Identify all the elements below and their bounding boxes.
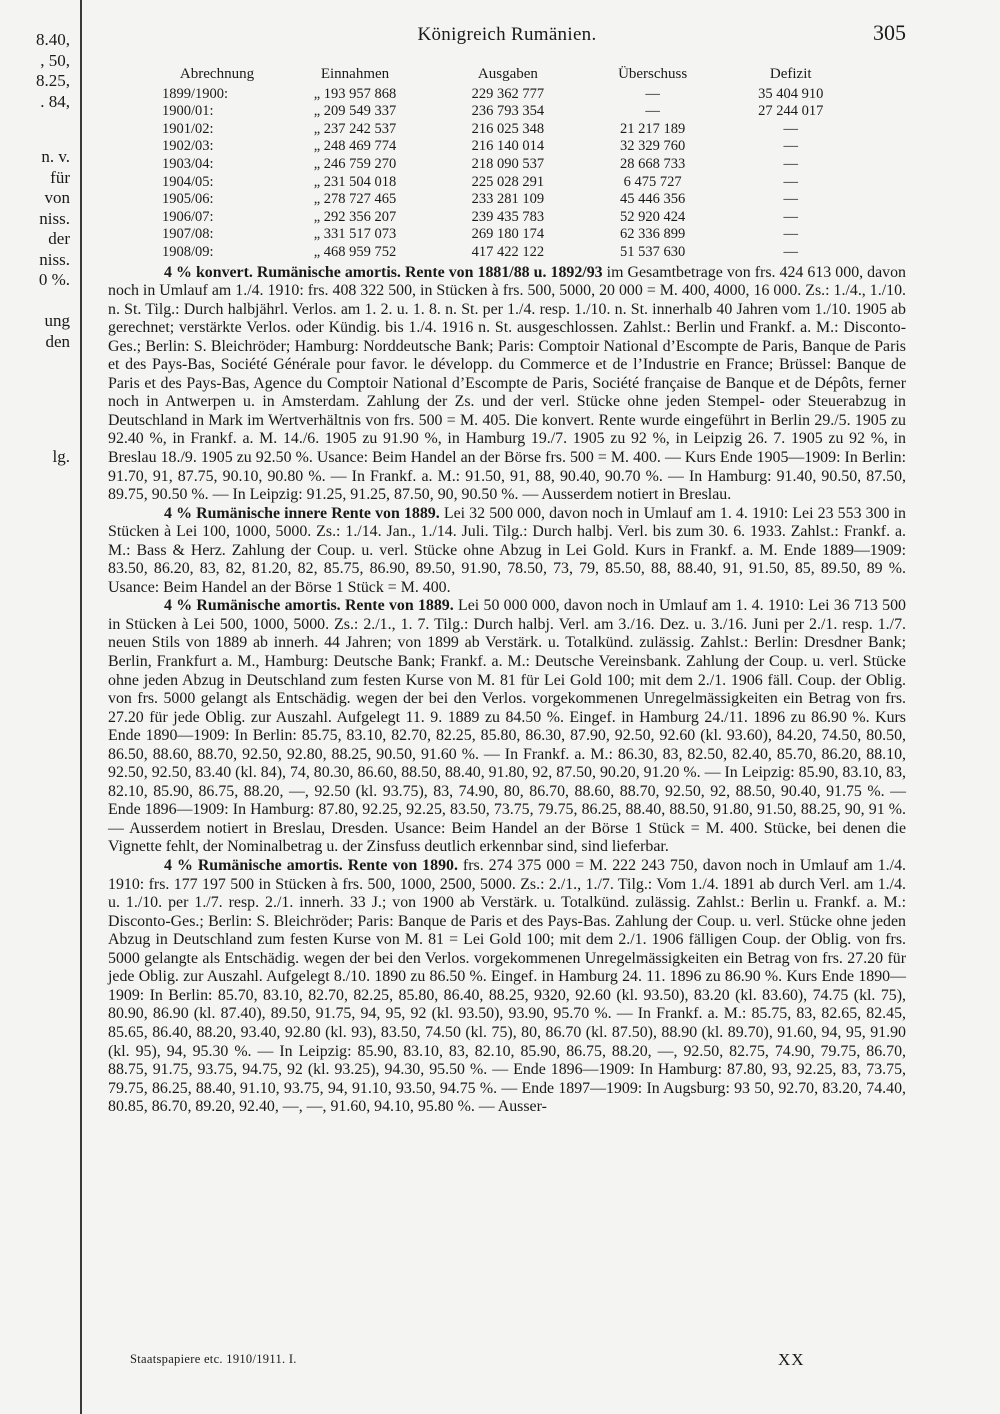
table-cell-surplus: 51 537 630 [620, 243, 686, 260]
column-header: Überschuss [618, 66, 688, 82]
table-cell-income: „ 248 469 774 [313, 138, 397, 155]
page-gutter-divider [80, 0, 82, 1414]
table-cell-surplus: 21 217 189 [620, 120, 686, 137]
table-cell-income: „ 292 356 207 [313, 208, 397, 225]
table-cell-income: „ 237 242 537 [313, 120, 397, 137]
margin-fragment-line: den [45, 331, 70, 351]
table-cell-year: 1903/04: [162, 155, 214, 172]
table-cell-deficit: — [783, 243, 798, 260]
page-number: 305 [873, 20, 906, 45]
page-content [108, 18, 906, 1117]
bond-entry-inner-1889 [108, 505, 906, 598]
margin-fragment-line: 0 %. [38, 270, 70, 289]
bond-heading: 4 % Rumänische amortis. Rente von 1889. [164, 597, 454, 615]
table-cell-income: „ 278 727 465 [313, 191, 397, 208]
table-cell-income: „ 468 959 752 [313, 243, 397, 260]
bond-description: Lei 32 500 000, davon noch in Umlauf am 1. 4. 1910: Lei 23 553 300 in Stücken à Lei 100, 1000, 5000. Zs.: 1./14. Jan., 1./14. Juli. Tilg.: Durch halbj. Verl. bis zum 30. 6. 1933. Zahlst.: Frankf. a. M.: Bass & Herz. Zahlung der Coup. u. verl. Stücke ohne Abzug in Lei Gold. Kurs in Frankf. a. M. Ende 1889—1909: 83.50, 86.20, 83, 82, 81.20, 82, 85.75, 86.90, 89.50, 91.90, 78.50, 73, 79, 85.50, 88, 88.40, 91, 91.50, 85, 89.50, 89 %. Usance: Beim Handel an der Börse 1 Stück = M. 400. [108, 504, 906, 596]
facing-page-margin [0, 30, 70, 468]
bond-entry-amortis-1889 [108, 597, 906, 857]
margin-fragment-line: der [48, 229, 70, 248]
table-cell-surplus: — [645, 85, 660, 102]
table-cell-expenses: 218 090 537 [471, 155, 545, 172]
budget-table [158, 66, 858, 262]
bond-description: im Gesamtbetrage von frs. 424 613 000, davon noch in Umlauf am 1./4. 1910: frs. 408 322 500, in Stücken à frs. 500, 5000, 20 000 = M. 400, 4000, 16 000. Zs.: 1./4., 1./10. n. St. Tilg.: Durch halbjährl. Verlos. am 1. 2. u. 1. 8. n. St. per 1./4. resp. 1./10. n. St. innerhalb 40 Jahren vom 1./10. 1905 ab gerechnet; verstärkte Verlos. oder Kündig. bis 1./4. 1916 n. St. ausgeschlossen. Zahlst.: Berlin und Frankf. a. M.: Disconto-Ges.; Berlin: S. Bleichröder; Hamburg: Norddeutsche Bank; Paris: Comptoir National d’Escompte de Paris, Banque de Paris et des Pays-Bas, Société Générale pour favor. le développ. du Commerce et de l’Industrie en France; Brüssel: Banque de Paris et des Pays-Bas, Agence du Comptoir National d’Escompte de Paris, Société française de Banque et de Dépôts, ferner noch in Antwerpen u. in Amsterdam. Zahlung der Zs. und der verl. Stücke ohne jeden Stempel- oder Steuerabzug in Deutschland in Mark im Wertverhältnis von frs. 500 = M. 405. Die konvert. Rente wurde eingeführt in Berlin 29./5. 1905 zu 92.40 %, in Frankf. a. M. 14./6. 1905 zu 91.90 %, in Hamburg 19./7. 1905 zu 92 %, in Leipzig 26. 7. 1905 zu 92 %, in Breslau 18./9. 1905 zu 92.50 %. Usance: Beim Handel an der Börse frs. 500 = M. 400. — Kurs Ende 1905—1909: In Berlin: 91.70, 91, 87.75, 90.10, 90.80 %. — In Frankf. a. M.: 91.50, 91, 88, 90.40, 90.70 %. — In Hamburg: 91.40, 90.50, 87.50, 89.75, 90.50 %. — In Leipzig: 91.25, 91.25, 87.50, 90, 90.50 %. — Ausserdem notiert in Breslau. [108, 263, 907, 504]
margin-fragment-line: n. v. [41, 147, 70, 166]
table-cell-income: „ 209 549 337 [313, 103, 397, 120]
footer-publication: Staatspapiere etc. 1910/1911. I. [130, 1352, 297, 1366]
table-cell-surplus: 28 668 733 [620, 155, 686, 172]
bond-heading: 4 % Rumänische innere Rente von 1889. [164, 504, 440, 522]
table-cell-expenses: 239 435 783 [471, 208, 545, 225]
table-cell-surplus: 52 920 424 [620, 208, 686, 225]
table-cell-income: „ 331 517 073 [313, 226, 397, 243]
bond-heading: 4 % Rumänische amortis. Rente von 1890. [164, 857, 458, 875]
table-cell-year: 1904/05: [162, 173, 214, 190]
running-head-title: Königreich Rumänien. [417, 24, 597, 45]
table-row [158, 191, 858, 209]
table-row [158, 156, 858, 174]
table-cell-expenses: 417 422 122 [471, 243, 545, 260]
table-cell-deficit: 27 244 017 [758, 103, 824, 120]
table-cell-deficit: — [783, 138, 798, 155]
table-cell-surplus: 6 475 727 [623, 173, 682, 190]
bond-entry-1881-88 [108, 264, 906, 505]
table-cell-deficit: — [783, 208, 798, 225]
table-cell-deficit: 35 404 910 [758, 85, 824, 102]
table-cell-year: 1907/08: [162, 226, 214, 243]
margin-fragment-line: niss. [39, 208, 70, 228]
table-row [158, 226, 858, 244]
column-header: Einnahmen [320, 66, 390, 82]
table-cell-expenses: 269 180 174 [471, 226, 545, 243]
table-cell-year: 1901/02: [162, 120, 214, 137]
budget-table-header-row [158, 66, 858, 86]
table-cell-year: 1900/01: [162, 103, 214, 120]
table-cell-deficit: — [783, 226, 798, 243]
running-head [108, 18, 906, 52]
table-cell-deficit: — [783, 155, 798, 172]
margin-fragment-line: von [44, 188, 70, 207]
bond-entry-amortis-1890 [108, 857, 906, 1117]
table-row [158, 174, 858, 192]
table-cell-expenses: 216 025 348 [471, 120, 545, 137]
table-cell-deficit: — [783, 173, 798, 190]
signature-mark: XX [778, 1350, 805, 1369]
table-cell-income: „ 246 759 270 [313, 155, 397, 172]
column-header: Defizit [769, 66, 812, 82]
table-cell-year: 1902/03: [162, 138, 214, 155]
bond-heading: 4 % konvert. Rumänische amortis. Rente von 1881/88 u. 1892/93 [164, 263, 603, 281]
table-cell-deficit: — [783, 120, 798, 137]
bond-description: frs. 274 375 000 = M. 222 243 750, davon noch in Umlauf am 1./4. 1910: frs. 177 197 500 in Stücken à frs. 500, 1000, 2500, 5000. Zs.: 2./1., 1./7. Tilg.: Vom 1./4. 1891 ab durch Verl. am 1./4. u. 1./10. per 1./7. resp. 2./1. innerh. 33 J.; von 1900 ab Verstärk. u. Totalkünd. zulässig. Zahlst.: Berlin u. Frankf. a. M.: Disconto-Ges.; Berlin: S. Bleichröder; Paris: Banque de Paris et des Pays-Bas. Zahlung der Coup. u. verl. Stücke ohne jeden Abzug in Deutschland zum festen Kurse von M. 81 = Lei Gold 100; mit dem 2./1. 1906 fälligen Coup. der Oblig. von frs. 5000 gelangte als Entschädig. wegen der bei den Verlos. vorgekommenen Unregelmässigkeiten ein Betrag von frs. 27.20 für jede Oblig. zur Auszahl. Aufgelegt 8./10. 1890 zu 86.50 %. Eingef. in Hamburg 24. 11. 1896 zu 86.90 %. Kurs Ende 1890—1909: In Berlin: 85.70, 83.10, 82.70, 82.25, 85.80, 86.40, 88.25, 9320, 92.60 (kl. 93.50), 83.20 (kl. 83.60), 74.75 (kl. 75), 80.90, 86.90 (kl. 87.40), 89.50, 91.75, 94, 95, 92 (kl. 93.50), 93.90, 95.70 %. — In Frankf. a. M.: 85.75, 83, 82.65, 82.45, 85.65, 86.40, 88.20, 93.40, 92.80 (kl. 93), 83.50, 74.50 (kl. 75), 80, 86.70 (kl. 87.50), 88.90 (kl. 89.70), 91.60, 94, 95, 91.90 (kl. 95), 94, 95.30 %. — In Leipzig: 85.90, 83.10, 83, 82.10, 85.90, 86.75, 88.20, —, 92.50, 82.75, 74.90, 79.75, 86.70, 88.75, 91.75, 93.75, 94.75, 92 (kl. 93.25), 94.30, 95.50 %. — Ende 1896—1909: In Hamburg: 87.80, 93, 92.25, 83, 73.75, 79.75, 86.25, 88.40, 91.10, 93.75, 94, 91.10, 93.50, 94.75 %. — Ende 1897—1909: In Augsburg: 93 50, 92.70, 83.20, 74.40, 80.85, 86.70, 89.20, 92.40, —, —, 91.60, 94.10, 95.80 %. — Ausser- [108, 857, 906, 1116]
table-cell-year: 1905/06: [162, 191, 214, 208]
margin-fragment-line: 8.40, [36, 30, 70, 49]
table-cell-year: 1908/09: [162, 243, 214, 260]
table-cell-surplus: 45 446 356 [620, 191, 686, 208]
margin-fragment-line: , 50, [40, 50, 70, 70]
table-cell-year: 1906/07: [162, 208, 214, 225]
table-cell-deficit: — [783, 191, 798, 208]
bond-description: Lei 50 000 000, davon noch in Umlauf am 1. 4. 1910: Lei 36 713 500 in Stücken à Lei 500, 1000, 5000. Zs.: 2./1., 1. 7. Tilg.: Durch halbj. Verl. am 3./16. Dez. u. 3./16. Juni per 2./1. resp. 1./7. neuen Stils von 1889 ab innerh. 44 Jahren; von 1899 ab Verstärk. u. Totalkünd. zulässig. Zahlst.: Berlin: Dresdner Bank; Berlin, Frankfurt a. M., Hamburg: Deutsche Bank; Frankf. a. M.: Deutsche Vereinsbank. Zahlung der Coup. u. verl. Stücke ohne jeden Abzug in Deutschland zum festen Kurse von M. 81 für Lei Gold 100; mit dem 2./1. 1906 fäll. Coup. der Oblig. von frs. 5000 gelangt als Entschädig. wegen der bei den Verlos. vorgekommenen Unregelmässigkeiten ein Betrag von frs. 27.20 für jede Oblig. zur Auszahl. Aufgelegt 11. 9. 1889 zu 84.50 %. Eingef. in Hamburg 24./11. 1896 zu 86.90 %. Kurs Ende 1890—1909: In Berlin: 85.75, 83.10, 82.70, 82.25, 85.80, 86.30, 87.90, 92.50, 92.60 (kl. 93.60), 84.20, 74.50, 80.50, 86.50, 88.60, 88.70, 92.50, 92.80, 88.25, 90.50, 91.60 %. — In Frankf. a. M.: 86.30, 83, 82.50, 82.40, 85.70, 86.20, 88.10, 92.50, 92.50, 83.40 (kl. 84), 74, 80.30, 86.60, 88.50, 88.40, 91.80, 92, 87.50, 90.20, 91.20 %. — In Leipzig: 85.90, 83.10, 83, 82.10, 85.90, 86.75, 88.20, —, 92.50 (kl. 93.75), 83, 74.90, 80, 86.70, 88.60, 88.70, 92.50, 92, 88.50, 90.40, 91.75 %. — Ende 1896—1909: In Hamburg: 87.80, 92.25, 92.25, 83.50, 73.75, 79.75, 86.25, 88.40, 88.50, 91.80, 91.50, 88.25, 90, 91 %. — Ausserdem notiert in Breslau, Dresden. Usance: Beim Handel an der Börse 1 Stück = M. 400. Stücke, bei denen die Vignette fehlt, der Nominalbetrag u. der Zinsfuss deutlich erkennbar sind, sind lieferbar. [108, 597, 906, 856]
table-row [158, 121, 858, 139]
table-row [158, 86, 858, 104]
margin-fragment-line: ung [44, 311, 70, 330]
bond-entries [108, 264, 906, 1117]
margin-fragment-line: niss. [39, 249, 70, 269]
table-cell-income: „ 231 504 018 [313, 173, 397, 190]
margin-fragment-line: lg. [52, 447, 70, 466]
table-cell-income: „ 193 957 868 [313, 85, 397, 102]
table-row [158, 103, 858, 121]
margin-fragment-line: . 84, [40, 91, 70, 111]
table-cell-expenses: 216 140 014 [471, 138, 545, 155]
column-header: Ausgaben [477, 66, 538, 82]
margin-fragment-line: 8.25, [36, 71, 70, 90]
table-cell-year: 1899/1900: [162, 85, 229, 102]
table-cell-expenses: 233 281 109 [471, 191, 545, 208]
table-cell-surplus: 32 329 760 [620, 138, 686, 155]
table-cell-expenses: 236 793 354 [471, 103, 545, 120]
table-row [158, 138, 858, 156]
margin-fragment-line: für [50, 167, 70, 187]
table-cell-surplus: 62 336 899 [620, 226, 686, 243]
column-header: Abrechnung [179, 66, 255, 82]
table-cell-surplus: — [645, 103, 660, 120]
table-row [158, 244, 858, 262]
table-row [158, 209, 858, 227]
table-cell-expenses: 225 028 291 [471, 173, 545, 190]
table-cell-expenses: 229 362 777 [471, 85, 545, 102]
